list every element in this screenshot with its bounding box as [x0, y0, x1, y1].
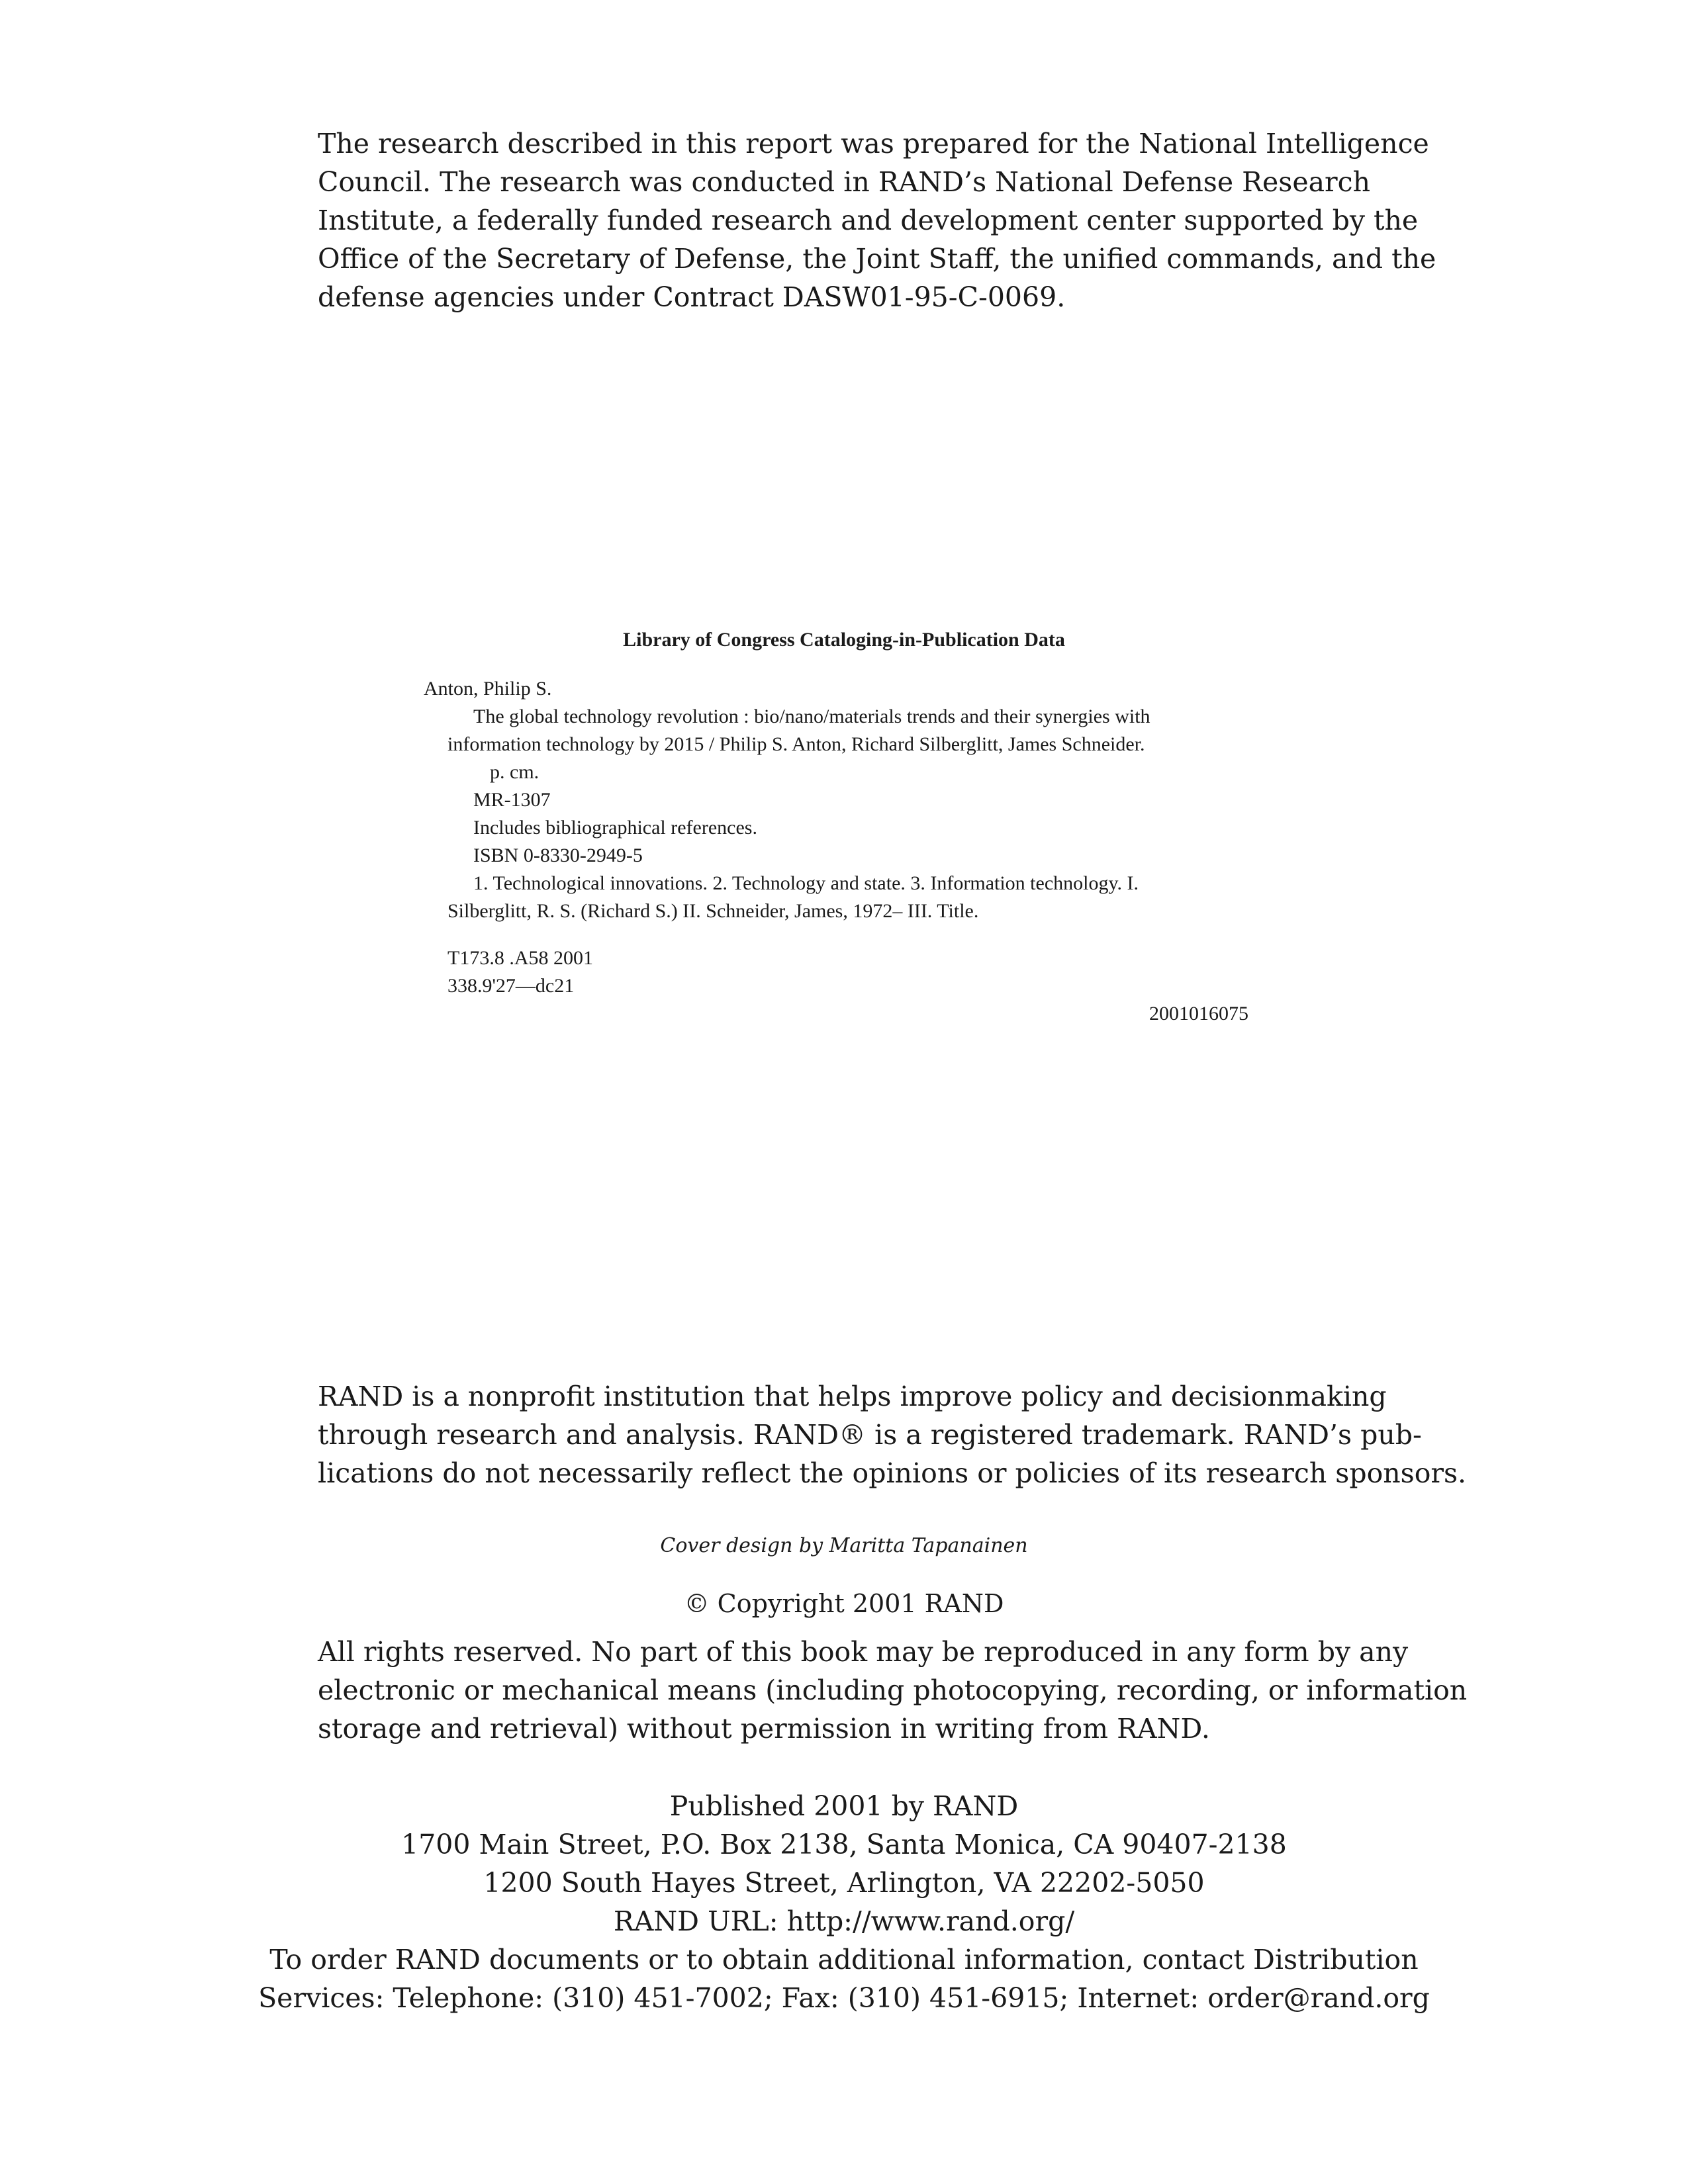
intro-line: Office of the Secretary of Defense, the Joint Staff, the unified commands, and the: [318, 243, 1436, 275]
rand-url: RAND URL: http://www.rand.org/: [613, 1905, 1075, 1937]
cip-pages: p. cm.: [490, 761, 539, 783]
rand-paragraph: [318, 1377, 1467, 1492]
cip-report-number: MR-1307: [473, 789, 551, 811]
cip-author: Anton, Philip S.: [424, 678, 552, 700]
order-line: Services: Telephone: (310) 451-7002; Fax: (310) 451-6915; Internet: order@rand.org: [258, 1982, 1430, 2014]
cip-subjects-line: Silberglitt, R. S. (Richard S.) II. Schneider, James, 1972– III. Title.: [447, 900, 979, 922]
cip-lc-class: T173.8 .A58 2001: [447, 947, 593, 969]
intro-line: Council. The research was conducted in RAND’s National Defense Research: [318, 166, 1370, 198]
rights-line: storage and retrieval) without permission in writing from RAND.: [318, 1713, 1210, 1745]
intro-paragraph: [318, 124, 1436, 316]
cip-isbn: ISBN 0-8330-2949-5: [473, 844, 643, 866]
rights-line: electronic or mechanical means (including photocopying, recording, or information: [318, 1674, 1468, 1706]
cip-heading: Library of Congress Cataloging-in-Publication Data: [623, 629, 1065, 651]
rights-paragraph: [318, 1633, 1468, 1748]
order-line: To order RAND documents or to obtain additional information, contact Distribution: [269, 1944, 1419, 1976]
intro-line: defense agencies under Contract DASW01-95-C-0069.: [318, 281, 1066, 313]
address-line: 1200 South Hayes Street, Arlington, VA 22202-5050: [483, 1867, 1205, 1899]
cip-subjects-line: 1. Technological innovations. 2. Technology and state. 3. Information technology. I.: [473, 872, 1139, 894]
intro-line: Institute, a federally funded research and development center supported by the: [318, 205, 1419, 236]
rights-line: All rights reserved. No part of this book may be reproduced in any form by any: [318, 1636, 1409, 1668]
rand-line: RAND is a nonprofit institution that helps improve policy and decisionmaking: [318, 1381, 1387, 1412]
cover-credit: Cover design by Maritta Tapanainen: [660, 1534, 1028, 1557]
rand-line: through research and analysis. RAND® is a registered trademark. RAND’s pub-: [318, 1419, 1422, 1451]
cip-title-line: information technology by 2015 / Philip S. Anton, Richard Silberglitt, James Schneider.: [447, 733, 1145, 755]
cip-title-line: The global technology revolution : bio/nano/materials trends and their synergies with: [473, 705, 1150, 727]
cip-lccn: 2001016075: [1149, 1003, 1248, 1024]
intro-line: The research described in this report was prepared for the National Intelligence: [318, 128, 1429, 159]
rand-line: lications do not necessarily reflect the opinions or policies of its research sponsors.: [318, 1457, 1467, 1489]
cip-bibliography: Includes bibliographical references.: [473, 817, 757, 839]
cip-dewey: 338.9'27—dc21: [447, 975, 575, 997]
publisher-block: [0, 1787, 1688, 2017]
copyright-notice: © Copyright 2001 RAND: [684, 1589, 1004, 1618]
address-line: 1700 Main Street, P.O. Box 2138, Santa Monica, CA 90407-2138: [401, 1829, 1287, 1860]
published-line: Published 2001 by RAND: [669, 1790, 1019, 1822]
